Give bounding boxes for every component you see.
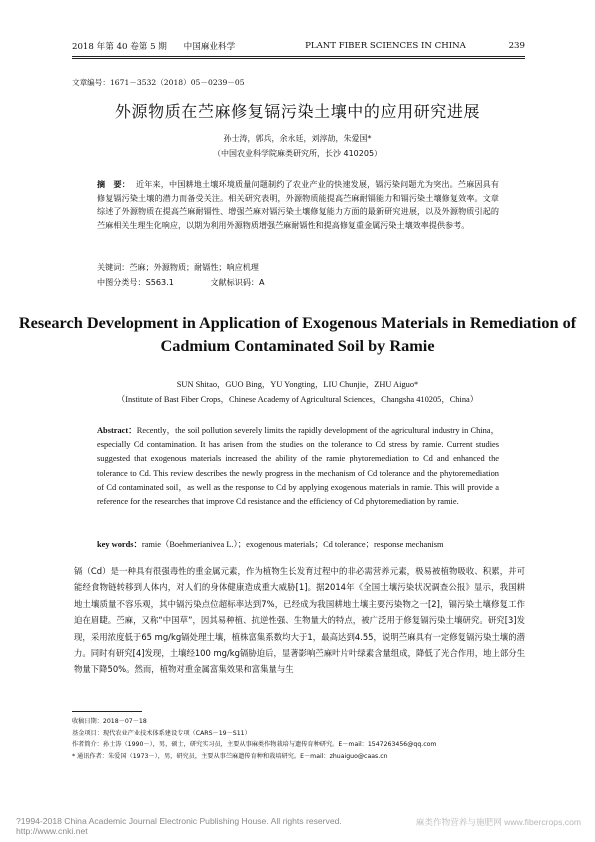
issue-info: 2018 年第 40 卷第 5 期: [72, 42, 167, 52]
page-footer: [16, 816, 581, 836]
authors-english: SUN Shitao，GUO Bing，YU Yongting，LIU Chunjie，ZHU Aiguo*: [176, 380, 419, 389]
document-code: 文献标识码：A: [210, 277, 265, 287]
clc-number: 中图分类号：S563.1: [97, 277, 174, 287]
header-rule-2: [72, 58, 525, 59]
footnotes: [72, 716, 525, 762]
running-header: [72, 38, 525, 54]
page-number: 239: [508, 41, 525, 51]
title-chinese: 外源物质在苎麻修复镉污染土壤中的应用研究进展: [114, 102, 481, 121]
journal-name-cn: 中国麻业科学: [183, 42, 236, 52]
abstract-label-en: Abstract：: [97, 426, 137, 435]
authors-chinese: 孙士涛，郭兵，余永廷，刘淳劼，朱爱国*: [223, 134, 372, 143]
fund-info: 基金项目：现代农业产业技术体系建设专项（CARS－19－S11）: [72, 729, 251, 737]
body-text: 镉（Cd）是一种具有很强毒性的重金属元素，作为植物生长发育过程中的非必需营养元素，极易被植物吸收、积累，并可能经食物链转移到人体内，对人们的身体健康造成重大威胁[1]。据2014年《全国土壤污染状况调查公报》显示，我国耕地土壤质量不容乐观，其中镉污染点位超标率达到7%，已经成为我国耕地土壤主要污染物之一[2]，镉污染土壤修复工作迫在眉睫。苎麻，又称“中国草”，因其易种植、抗逆性强、生物量大的特点，被广泛用于修复镉污染土壤研究。研究[3]发现，采用浓度低于65 mg/kg镉处理土壤，植株富集系数均大于1，最高达到4.55，说明苎麻具有一定修复镉污染土壤的潜力。同时有研究[4]发现，土壤经100 mg/kg镉胁迫后，显著影响苎麻叶片叶绿素含量组成，降低了光合作用，地上部分生物量下降50%。然而，植物对重金属富集效果和富集量与生: [74, 566, 525, 675]
author-intro: 作者简介：孙士涛（1990－），男，硕士，研究实习员，主要从事麻类作物栽培与遗传育种研究。E－mail：1547263456@qq.com: [72, 741, 437, 749]
received-date: 收稿日期：2018－07－18: [72, 718, 147, 725]
affiliation-english: （Institute of Bast Fiber Crops，Chinese Academy of Agricultural Sciences，Changsha 410205，China）: [116, 395, 479, 404]
title-english: Research Development in Application of Exogenous Materials in Remediation of Cadmium Contaminated Soil by Ramie: [18, 313, 577, 355]
abstract-english: [97, 424, 499, 509]
corresponding-author: * 通讯作者：朱爱国（1973－），男，研究员，主要从事苎麻遗传育种和栽培研究。E－mail：zhuaiguo@caas.cn: [72, 752, 388, 760]
keywords-chinese: 关键词：苎麻；外源物质；耐镉性；响应机理: [97, 262, 259, 272]
header-rule: [72, 56, 525, 57]
watermark-text: 麻类作物营养与施肥网 www.fibercrops.com: [415, 817, 582, 827]
journal-name-en: PLANT FIBER SCIENCES IN CHINA: [305, 41, 466, 51]
article-number: 文章编号：1671－3532（2018）05－0239－05: [72, 78, 245, 87]
footnote-rule: [72, 711, 142, 712]
classification: [97, 277, 299, 288]
copyright-notice: ?1994-2018 China Academic Journal Electronic Publishing House. All rights reserved. http://www.cnki.net: [16, 816, 342, 836]
abstract-text-en: Recently，the soil pollution severely limits the rapidly development of the agricultural industry in China，especially Cd contamination. It has arisen from the studies on the tolerance to Cd stress by ramie. Current studies suggested that exogenous materials increased the ability of the ramie phytoremediation to Cd and enhanced the tolerance to Cd. This review describes the newly progress in the mechanism of Cd tolerance and the phytoremediation of Cd contaminated soil，as well as the response to Cd by applying exogenous materials in ramie. This will provide a reference for the researches that improve Cd resistance and the efficiency of Cd phytoremediation by ramie.: [97, 426, 499, 507]
keywords-text-en: ramie（Boehmerianivea L.）；exogenous materials；Cd tolerance；response mechanism: [141, 540, 444, 549]
abstract-text-cn: 近年来，中国耕地土壤环境质量问题制约了农业产业的快速发展，镉污染问题尤为突出。苎麻因具有修复镉污染土壤的潜力而备受关注。相关研究表明，外源物质能提高苎麻耐镉能力和镉污染土壤修复效率。文章综述了外源物质在提高苎麻耐镉性、增强苎麻对镉污染土壤修复能力方面的最新研究进展，以及外源物质引起的苎麻相关生理生化响应，以期为利用外源物质增强苎麻耐镉性和提高修复重金属污染土壤效率提供参考。: [97, 179, 499, 230]
keywords-label-en: key words：: [97, 540, 142, 549]
abstract-chinese: [97, 178, 499, 232]
affiliation-chinese: （中国农业科学院麻类研究所，长沙 410205）: [212, 149, 383, 158]
abstract-label-cn: 摘 要：: [97, 179, 131, 189]
keywords-english: [97, 538, 499, 550]
